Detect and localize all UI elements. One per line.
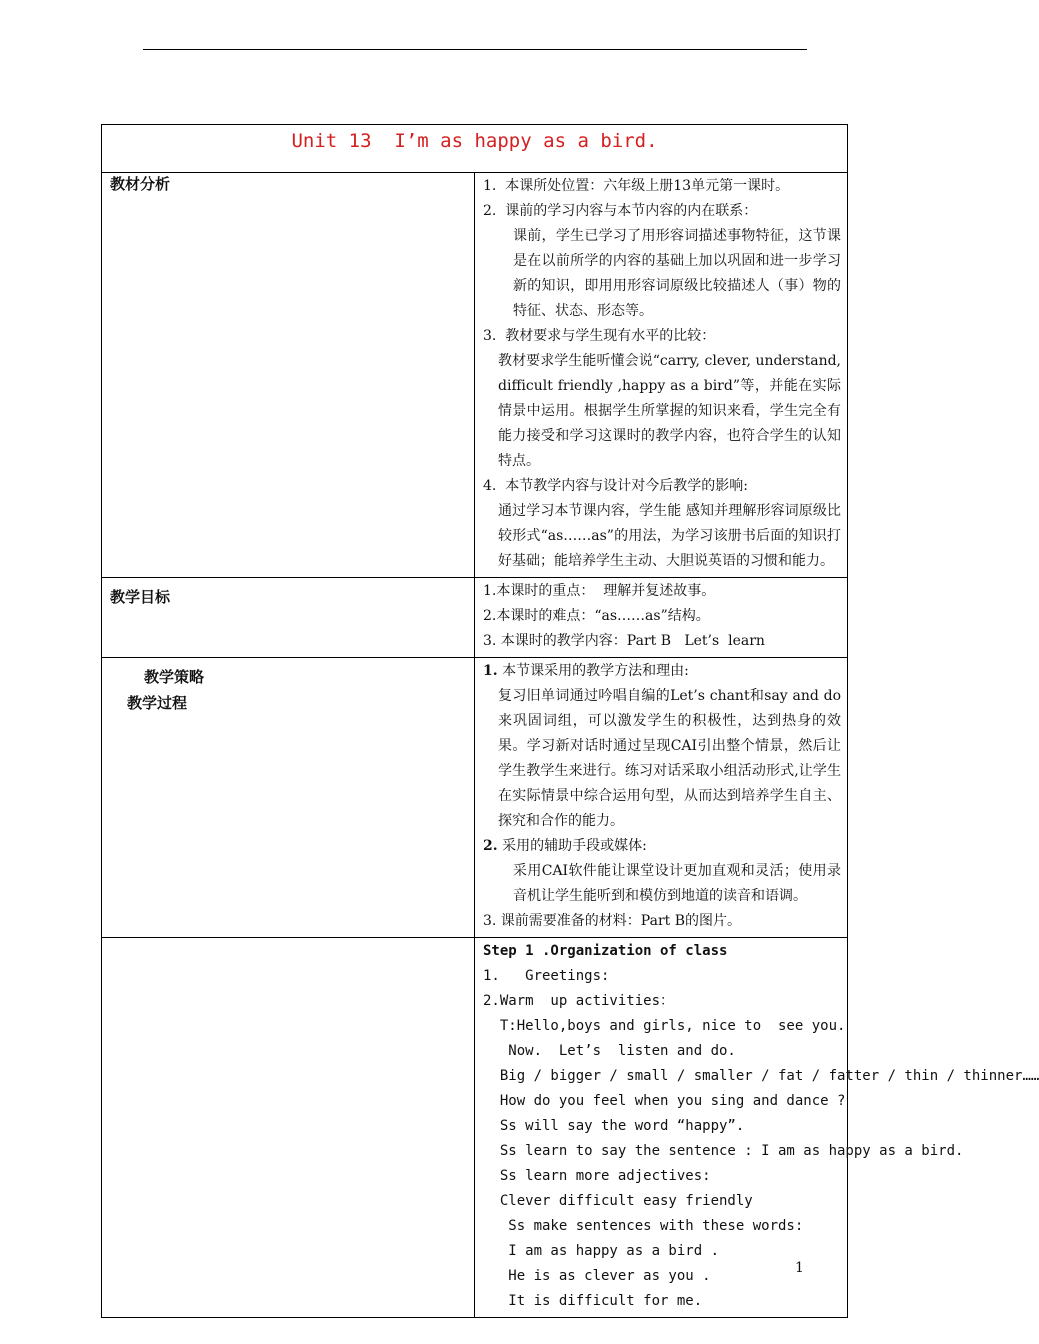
row-label-analysis: 教材分析 [110,175,171,193]
analysis-item-4-text: 通过学习本节课内容，学生能 感知并理解形容词原级比较形式“as……as”的用法，为学习该册书后面的知识打好基础；能培养学生主动、大胆说英语的习惯和能力。 [498,503,841,569]
process-line: Big / bigger / small / smaller / fat / fatter / thin / thinner…… [483,1068,1039,1084]
page-number: 1 [795,1260,804,1276]
process-line: Ss learn more adjectives: [483,1168,711,1184]
title-row [102,125,848,173]
process-line: Ss will say the word “happy”. [483,1118,745,1134]
strategy-item-1-text: 复习旧单词通过吟唱自编的Let’s chant和say and do来巩固词组，可以激发学生的积极性，达到热身的效果。学习新对话时通过呈现CAI引出整个情景，然后让学生教学生来进行。练习对话采取小组活动形式,让学生在实际情景中综合运用句型，从而达到培养学生自主、探究和合作的能力。 [498,688,841,829]
row-analysis [102,173,848,578]
process-line: It is difficult for me. [483,1293,703,1309]
process-line: 1. Greetings: [483,968,610,984]
goals-content [475,578,847,657]
analysis-item-2: 2. 课前的学习内容与本节内容的内在联系： [483,203,758,219]
lesson-plan-table [101,124,1039,1318]
process-content [475,938,1039,1317]
goals-item-2: 2.本课时的难点：“as……as”结构。 [483,608,710,624]
process-line: 2.Warm up activities： [483,993,675,1009]
process-line: How do you feel when you sing and dance ? [483,1093,846,1109]
analysis-content [475,173,847,577]
goals-item-3: 3. 本课时的教学内容：Part B Let’s learn [483,633,765,649]
process-line: Ss learn to say the sentence : I am as happy as a bird. [483,1143,964,1159]
process-line: I am as happy as a bird . [483,1243,720,1259]
process-step-heading: Step 1 .Organization of class [483,943,728,959]
strategy-content [475,658,847,937]
process-line: Clever difficult easy friendly [483,1193,753,1209]
row-label-strategy: 教学策略 [144,668,205,686]
analysis-item-1: 1. 本课所处位置：六年级上册13单元第一课时。 [483,178,790,194]
analysis-item-3: 3. 教材要求与学生现有水平的比较： [483,328,716,344]
strategy-item-3: 3. 课前需要准备的材料：Part B的图片。 [483,913,742,929]
analysis-item-4: 4. 本节教学内容与设计对今后教学的影响: [483,478,748,494]
header-rule [143,49,807,50]
strategy-item-2-number: 2. [483,838,498,854]
strategy-item-2 [483,834,841,859]
row-label-goals: 教学目标 [110,588,171,606]
strategy-item-1-heading: 本节课采用的教学方法和理由: [497,663,689,679]
goals-item-1: 1.本课时的重点： 理解并复述故事。 [483,583,716,599]
analysis-item-2-text: 课前，学生已学习了用形容词描述事物特征，这节课是在以前所学的内容的基础上加以巩固和进一步学习新的知识，即用用形容词原级比较描述人（事）物的特征、状态、形态等。 [513,228,841,319]
row-process [102,938,848,1318]
strategy-item-1 [483,659,841,684]
lesson-title: Unit 13 I’m as happy as a bird. [291,130,658,152]
analysis-item-3-text: 教材要求学生能听懂会说“carry, clever, understand, difficult friendly ,happy as a bird”等，并能在实际情景中运用。根据学生所掌握的知识来看，学生完全有能力接受和学习这课时的教学内容，也符合学生的认知特点。 [498,353,841,469]
row-goals [102,578,848,658]
process-line: T:Hello,boys and girls, nice to see you. [483,1018,846,1034]
row-label-process: 教学过程 [127,694,188,712]
strategy-item-2-text: 采用CAI软件能让课堂设计更加直观和灵活；使用录音机让学生能听到和模仿到地道的读音和语调。 [513,863,841,904]
process-line: Ss make sentences with these words: [483,1218,804,1234]
strategy-item-1-number: 1. [483,663,498,679]
process-line: He is as clever as you . [483,1268,711,1284]
strategy-item-2-heading: 采用的辅助手段或媒体: [497,838,647,854]
process-line: Now. Let’s listen and do. [483,1043,736,1059]
